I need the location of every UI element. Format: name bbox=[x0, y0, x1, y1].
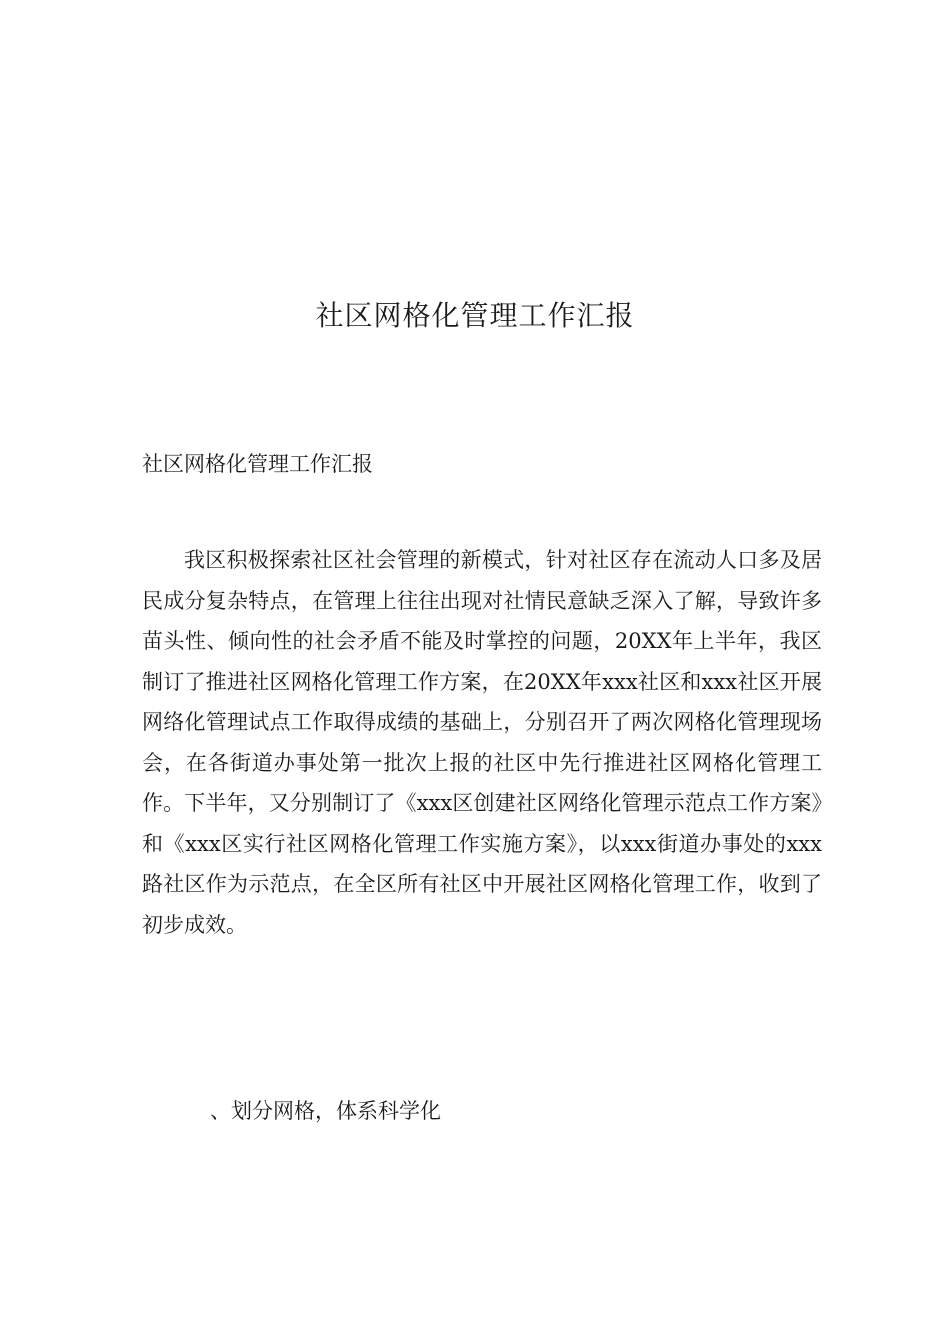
document-title: 社区网格化管理工作汇报 bbox=[315, 299, 635, 332]
body-paragraph: 我区积极探索社区社会管理的新模式，针对社区存在流动人口多及居民成分复杂特点，在管理上往往出现对社情民意缺乏深入了解，导致许多苗头性、倾向性的社会矛盾不能及时掌控的问题，20XX年上半年，我区制订了推进社区网格化管理工作方案，在20XX年xxx社区和xxx社区开展网络化管理试点工作取得成绩的基础上，分别召开了两次网格化管理现场会，在各街道办事处第一批次上报的社区中先行推进社区网格化管理工作。下半年，又分别制订了《xxx区创建社区网络化管理示范点工作方案》和《xxx区实行社区网格化管理工作实施方案》，以xxx街道办事处的xxx路社区作为示范点，在全区所有社区中开展社区网格化管理工作，收到了初步成效。 bbox=[142, 548, 822, 937]
document-subtitle: 社区网格化管理工作汇报 bbox=[142, 452, 373, 476]
section-heading: 、划分网格，体系科学化 bbox=[210, 1099, 441, 1123]
